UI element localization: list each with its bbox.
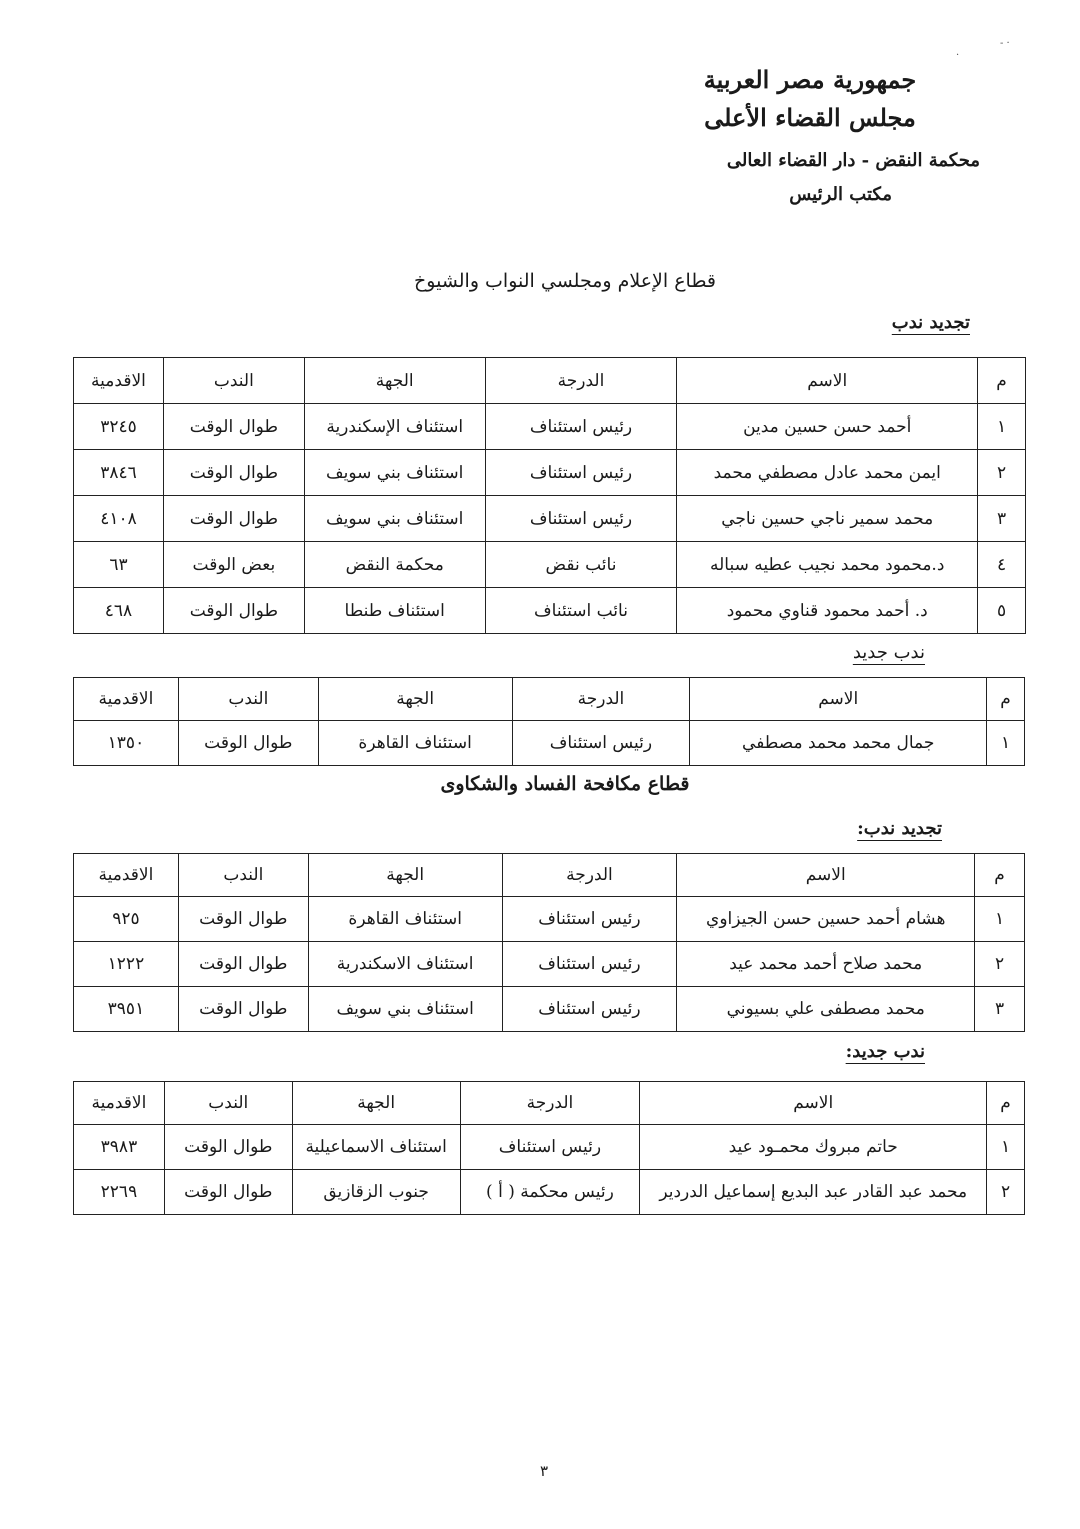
section-title-media: قطاع الإعلام ومجلسي النواب والشيوخ (414, 270, 716, 292)
table-header-row (74, 854, 1025, 897)
row-secondment: طوال الوقت (178, 897, 308, 942)
table-renewal-media (73, 357, 1026, 634)
row-entity: استئناف طنطا (304, 588, 485, 634)
renewal-heading-1: تجديد ندب (891, 312, 970, 333)
row-name: محمد سمير ناجي حسين ناجي (677, 496, 978, 542)
col-grade-header: الدرجة (460, 1082, 640, 1125)
row-seniority: ٣٢٤٥ (74, 404, 164, 450)
col-entity-header: الجهة (304, 358, 485, 404)
row-num: ١ (978, 404, 1026, 450)
header-court: محكمة النقض - دار القضاء العالى (726, 150, 980, 171)
row-secondment: طوال الوقت (163, 450, 304, 496)
row-num: ٢ (975, 942, 1025, 987)
col-name-header: الاسم (677, 854, 975, 897)
row-name: محمد صلاح أحمد محمد عيد (677, 942, 975, 987)
row-num: ٥ (978, 588, 1026, 634)
row-num: ١ (987, 721, 1025, 766)
row-entity: استئناف القاهرة (318, 721, 512, 766)
table-row (74, 897, 1025, 942)
col-name-header: الاسم (677, 358, 978, 404)
row-seniority: ٢٢٦٩ (74, 1170, 165, 1215)
section-title-anticorruption: قطاع مكافحة الفساد والشكاوى (440, 773, 690, 795)
row-entity: جنوب الزقازيق (292, 1170, 460, 1215)
row-seniority: ٣٨٤٦ (74, 450, 164, 496)
header-country: جمهورية مصر العربية (703, 65, 917, 94)
col-secondment-header: الندب (163, 358, 304, 404)
row-grade: رئيس محكمة ( أ ) (460, 1170, 640, 1215)
row-seniority: ١٣٥٠ (74, 721, 179, 766)
col-num-header: م (987, 678, 1025, 721)
row-grade: رئيس استئناف (485, 450, 677, 496)
col-seniority-header: الاقدمية (74, 854, 179, 897)
row-entity: استئناف بني سويف (308, 987, 502, 1032)
new-heading-2: ندب جديد: (845, 1041, 925, 1062)
col-secondment-header: الندب (178, 854, 308, 897)
row-num: ٣ (975, 987, 1025, 1032)
table-row (74, 721, 1025, 766)
scan-mark: - · (1000, 38, 1010, 49)
row-name: محمد عبد القادر عبد البديع إسماعيل الدردير (640, 1170, 987, 1215)
row-grade: رئيس استئناف (460, 1125, 640, 1170)
renewal-heading-2: تجديد ندب: (857, 818, 942, 839)
row-name: أحمد حسن حسين مدين (677, 404, 978, 450)
col-num-header: م (978, 358, 1026, 404)
table-row (74, 450, 1026, 496)
row-name: حاتم مبروك محمـود عيد (640, 1125, 987, 1170)
table-row (74, 404, 1026, 450)
table-row (74, 987, 1025, 1032)
col-entity-header: الجهة (318, 678, 512, 721)
table-row (74, 496, 1026, 542)
row-entity: استئناف الاسماعيلية (292, 1125, 460, 1170)
table-header-row (74, 678, 1025, 721)
row-num: ١ (975, 897, 1025, 942)
row-name: جمال محمد محمد مصطفي (690, 721, 987, 766)
header-office: مكتب الرئيس (789, 184, 892, 205)
col-seniority-header: الاقدمية (74, 1082, 165, 1125)
page-number: ٣ (540, 1462, 549, 1480)
row-secondment: بعض الوقت (163, 542, 304, 588)
row-grade: رئيس استئناف (502, 987, 677, 1032)
row-secondment: طوال الوقت (178, 942, 308, 987)
row-secondment: طوال الوقت (164, 1170, 292, 1215)
col-seniority-header: الاقدمية (74, 678, 179, 721)
row-num: ٢ (987, 1170, 1025, 1215)
row-secondment: طوال الوقت (163, 404, 304, 450)
new-heading-1: ندب جديد (852, 642, 925, 663)
row-entity: استئناف الإسكندرية (304, 404, 485, 450)
row-num: ٤ (978, 542, 1026, 588)
scan-mark: · (956, 50, 960, 61)
row-entity: استئناف القاهرة (308, 897, 502, 942)
table-row (74, 542, 1026, 588)
table-row (74, 588, 1026, 634)
row-seniority: ٦٣ (74, 542, 164, 588)
row-seniority: ٣٩٥١ (74, 987, 179, 1032)
col-grade-header: الدرجة (485, 358, 677, 404)
row-secondment: طوال الوقت (178, 721, 318, 766)
row-grade: نائب نقض (485, 542, 677, 588)
col-grade-header: الدرجة (512, 678, 690, 721)
table-row (74, 1125, 1025, 1170)
row-seniority: ٤١٠٨ (74, 496, 164, 542)
table-new-media (73, 677, 1025, 766)
row-seniority: ٣٩٨٣ (74, 1125, 165, 1170)
row-grade: رئيس استئناف (485, 496, 677, 542)
col-num-header: م (975, 854, 1025, 897)
col-entity-header: الجهة (308, 854, 502, 897)
row-grade: رئيس استئناف (502, 942, 677, 987)
row-num: ٢ (978, 450, 1026, 496)
row-entity: استئناف بني سويف (304, 496, 485, 542)
table-header-row (74, 1082, 1025, 1125)
row-seniority: ٤٦٨ (74, 588, 164, 634)
col-name-header: الاسم (690, 678, 987, 721)
col-name-header: الاسم (640, 1082, 987, 1125)
row-secondment: طوال الوقت (164, 1125, 292, 1170)
row-grade: نائب استئناف (485, 588, 677, 634)
table-new-anticorruption (73, 1081, 1025, 1215)
row-entity: استئناف الاسكندرية (308, 942, 502, 987)
table-row (74, 942, 1025, 987)
row-secondment: طوال الوقت (163, 496, 304, 542)
row-seniority: ٩٢٥ (74, 897, 179, 942)
table-row (74, 1170, 1025, 1215)
col-seniority-header: الاقدمية (74, 358, 164, 404)
row-num: ٣ (978, 496, 1026, 542)
header-council: مجلس القضاء الأعلى (704, 103, 916, 132)
col-secondment-header: الندب (164, 1082, 292, 1125)
col-grade-header: الدرجة (502, 854, 677, 897)
col-num-header: م (987, 1082, 1025, 1125)
row-grade: رئيس استئناف (502, 897, 677, 942)
row-secondment: طوال الوقت (163, 588, 304, 634)
row-seniority: ١٢٢٢ (74, 942, 179, 987)
col-entity-header: الجهة (292, 1082, 460, 1125)
row-entity: محكمة النقض (304, 542, 485, 588)
row-num: ١ (987, 1125, 1025, 1170)
row-name: د. أحمد محمود قناوي محمود (677, 588, 978, 634)
table-header-row (74, 358, 1026, 404)
row-name: محمد مصطفى علي بسيوني (677, 987, 975, 1032)
table-renewal-anticorruption (73, 853, 1025, 1032)
row-secondment: طوال الوقت (178, 987, 308, 1032)
row-entity: استئناف بني سويف (304, 450, 485, 496)
row-name: د.محمود محمد نجيب عطيه سباله (677, 542, 978, 588)
letterhead (670, 62, 950, 138)
row-grade: رئيس استئناف (485, 404, 677, 450)
col-secondment-header: الندب (178, 678, 318, 721)
row-name: ايمن محمد عادل مصطفي محمد (677, 450, 978, 496)
row-grade: رئيس استئناف (512, 721, 690, 766)
row-name: هشام أحمد حسين حسن الجيزاوي (677, 897, 975, 942)
